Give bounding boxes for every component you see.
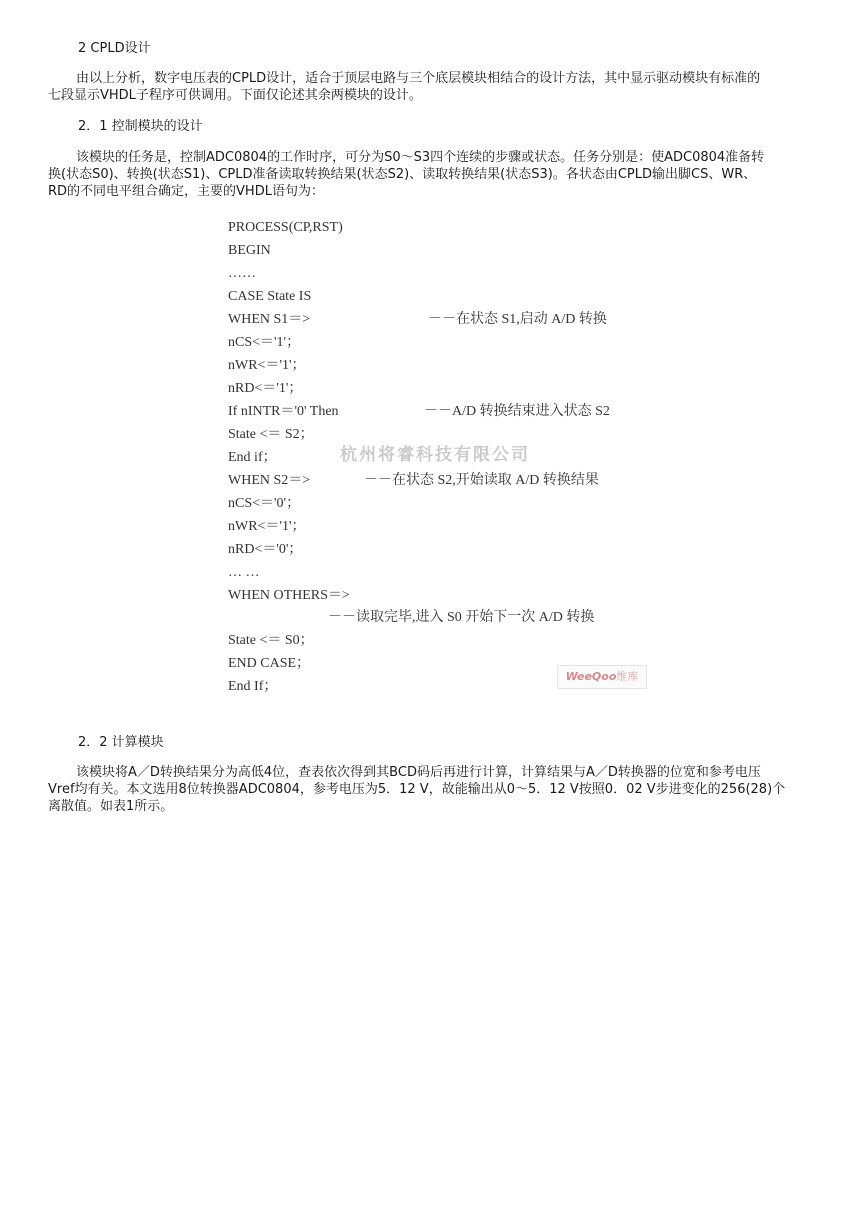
code-line: State <＝ S0； (228, 633, 314, 648)
paragraph-line: 换(状态S0)、转换(状态S1)、CPLD准备读取转换结果(状态S2)、读取转换结果(状态S3)。各状态由CPLD输出脚CS、WR、 (48, 167, 757, 182)
code-line: WHEN S2＝> (228, 473, 311, 488)
subsection-heading-control-module: 2．1 控制模块的设计 (78, 119, 203, 134)
paragraph-line: 该模块将A／D转换结果分为高低4位，查表依次得到其BCD码后再进行计算，计算结果与A／D转换器的位宽和参考电压 (76, 765, 761, 780)
code-line: State <＝ S2； (228, 427, 314, 442)
paragraph-line: Vref均有关。本文选用8位转换器ADC0804，参考电压为5．12 V，故能输出从0～5．12 V按照0．02 V步进变化的256(28)个 (48, 782, 786, 797)
company-watermark: 杭州将睿科技有限公司 (340, 445, 530, 465)
code-line: WHEN S1＝> (228, 312, 311, 327)
code-comment: －－在状态 S1,启动 A/D 转换 (428, 312, 607, 327)
code-line: CASE State IS (228, 289, 312, 304)
paragraph-line: RD的不同电平组合确定，主要的VHDL语句为： (48, 184, 324, 199)
code-line: If nINTR＝'0' Then (228, 404, 339, 419)
code-line: END CASE； (228, 656, 311, 671)
paragraph-line: 该模块的任务是，控制ADC0804的工作时序，可分为S0～S3四个连续的步骤或状态。任务分别是：使ADC0804准备转 (76, 150, 765, 165)
logo-latin: WeeQoo (565, 670, 617, 683)
code-line: BEGIN (228, 243, 271, 258)
code-line: nCS<＝'0'； (228, 496, 301, 511)
code-line: nCS<＝'1'； (228, 335, 301, 350)
code-line: PROCESS(CP,RST) (228, 220, 343, 235)
subsection-heading-calculation-module: 2．2 计算模块 (78, 735, 164, 750)
logo-cn: 维库 (616, 670, 639, 683)
code-comment: －－在状态 S2,开始读取 A/D 转换结果 (364, 473, 599, 488)
code-line: End if； (228, 450, 277, 465)
paragraph-line: 离散值。如表1所示。 (48, 799, 174, 814)
code-line: nWR<＝'1'； (228, 519, 306, 534)
code-comment: －－读取完毕,进入 S0 开始下一次 A/D 转换 (328, 610, 595, 625)
weeqoo-logo (557, 665, 647, 689)
code-line: nRD<＝'1'； (228, 381, 303, 396)
code-line: End If； (228, 679, 278, 694)
code-comment: －－A/D 转换结束进入状态 S2 (424, 404, 610, 419)
code-line: … … (228, 565, 260, 580)
paragraph-line: 七段显示VHDL子程序可供调用。下面仅论述其余两模块的设计。 (48, 88, 422, 103)
paragraph-line: 由以上分析，数字电压表的CPLD设计，适合于顶层电路与三个底层模块相结合的设计方法，其中显示驱动模块有标准的 (76, 71, 761, 86)
code-line: …… (228, 266, 256, 281)
code-line: WHEN OTHERS＝> (228, 588, 350, 603)
code-line: nWR<＝'1'； (228, 358, 306, 373)
section-heading-cpld-design: 2 CPLD设计 (78, 41, 151, 56)
code-line: nRD<＝'0'； (228, 542, 303, 557)
paragraph-control-module (48, 149, 818, 200)
paragraph-calculation-module (48, 764, 818, 815)
paragraph-intro (48, 70, 818, 104)
